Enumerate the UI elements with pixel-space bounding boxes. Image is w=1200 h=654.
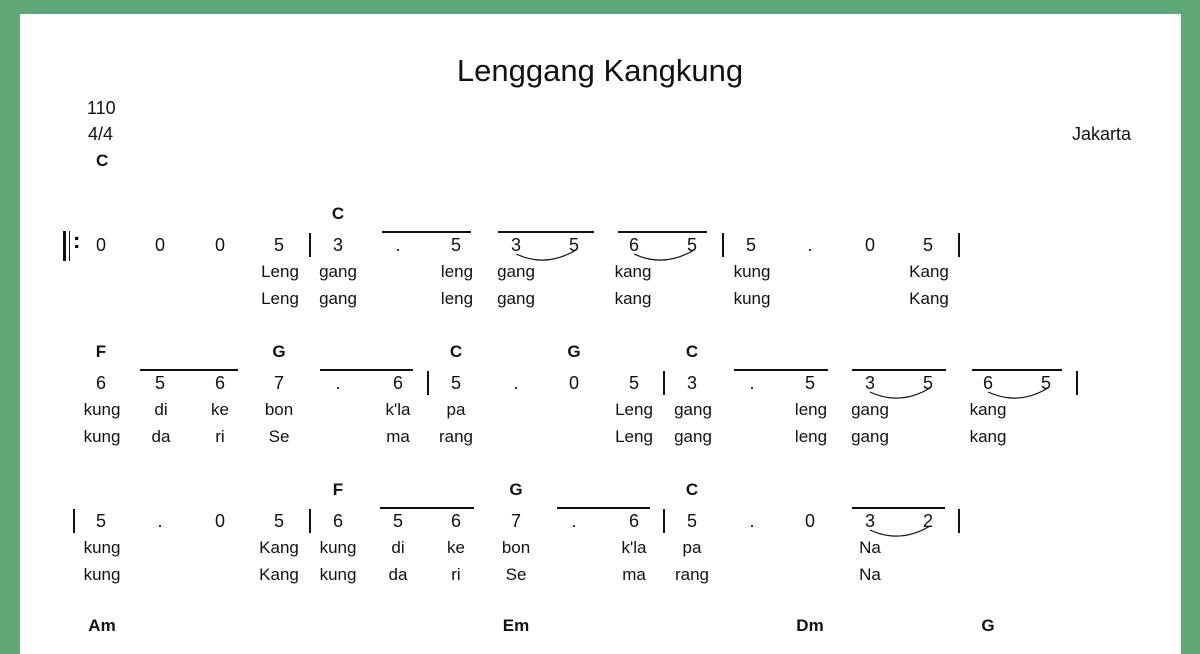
repeat-start-thin-bar	[69, 231, 70, 261]
lyric-syllable: rang	[438, 427, 474, 446]
lyric-syllable: kung	[733, 289, 771, 308]
note-number: 3	[864, 511, 876, 531]
time-signature: 4/4	[88, 124, 114, 144]
slur-arc	[870, 526, 930, 536]
lyric-syllable: gang	[674, 427, 712, 446]
slur-arc	[634, 250, 694, 260]
note-number: .	[571, 511, 577, 531]
note-number: .	[157, 511, 163, 531]
note-number: 5	[154, 373, 166, 393]
lyric-syllable: Leng	[615, 400, 653, 419]
note-number: 6	[628, 511, 640, 531]
lyric-syllable: Leng	[261, 289, 299, 308]
lyric-syllable: ke	[447, 538, 465, 557]
note-number: 6	[628, 235, 640, 255]
note-number: 5	[922, 373, 934, 393]
lyric-syllable: ma	[622, 565, 646, 584]
key-signature: C	[96, 151, 109, 170]
lyric-syllable: gang	[674, 400, 712, 419]
note-number: 5	[628, 373, 640, 393]
note-number: 6	[450, 511, 462, 531]
lyric-syllable: leng	[794, 400, 828, 419]
lyric-syllable: kung	[733, 262, 771, 281]
lyric-syllable: kang	[614, 262, 652, 281]
lyric-syllable: k'la	[621, 538, 647, 557]
note-number: 6	[214, 373, 226, 393]
note-number: 6	[332, 511, 344, 531]
slur-arc	[516, 250, 576, 260]
slur-arc	[870, 388, 930, 398]
lyric-syllable: Kang	[909, 289, 949, 308]
lyric-syllable: Leng	[261, 262, 299, 281]
lyric-syllable: di	[154, 400, 168, 419]
lyric-syllable: gang	[851, 427, 889, 446]
note-number: 5	[450, 373, 462, 393]
lyric-syllable: ri	[215, 427, 225, 446]
note-number: 2	[922, 511, 934, 531]
chord-symbol: Em	[502, 616, 530, 635]
note-number: 5	[922, 235, 934, 255]
repeat-dots: :	[73, 228, 81, 253]
note-number: 6	[392, 373, 404, 393]
lyric-syllable: pa	[682, 538, 702, 557]
lyric-syllable: da	[151, 427, 171, 446]
chord-symbol: G	[567, 342, 581, 361]
note-number: 0	[864, 235, 876, 255]
note-number: 5	[568, 235, 580, 255]
lyric-syllable: rang	[674, 565, 710, 584]
lyric-syllable: kung	[83, 538, 121, 557]
lyric-syllable: Se	[268, 427, 290, 446]
note-number: 0	[568, 373, 580, 393]
note-number: 5	[392, 511, 404, 531]
lyric-syllable: ke	[211, 400, 229, 419]
note-number: 0	[804, 511, 816, 531]
chord-symbol: C	[331, 204, 345, 223]
lyric-syllable: Leng	[615, 427, 653, 446]
note-number: .	[749, 511, 755, 531]
note-number: 5	[804, 373, 816, 393]
note-number: .	[513, 373, 519, 393]
note-number: 0	[154, 235, 166, 255]
lyric-syllable: kung	[319, 565, 357, 584]
note-number: 0	[214, 235, 226, 255]
note-number: 3	[332, 235, 344, 255]
lyric-syllable: Kang	[909, 262, 949, 281]
note-number: 7	[510, 511, 522, 531]
lyric-syllable: leng	[440, 262, 474, 281]
note-number: .	[335, 373, 341, 393]
region-label: Jakarta	[1072, 124, 1132, 144]
note-number: 0	[214, 511, 226, 531]
note-number: 5	[686, 511, 698, 531]
lyric-syllable: gang	[851, 400, 889, 419]
note-number: 6	[982, 373, 994, 393]
lyric-syllable: gang	[319, 289, 357, 308]
lyric-syllable: kang	[969, 400, 1007, 419]
note-number: 5	[686, 235, 698, 255]
chord-symbol: C	[685, 342, 699, 361]
lyric-syllable: kung	[83, 427, 121, 446]
lyric-syllable: k'la	[385, 400, 411, 419]
chord-symbol: G	[272, 342, 286, 361]
lyric-syllable: Na	[859, 538, 881, 557]
note-number: 3	[510, 235, 522, 255]
lyric-syllable: leng	[794, 427, 828, 446]
chord-symbol: G	[509, 480, 523, 499]
chord-symbol: G	[981, 616, 995, 635]
note-number: 0	[95, 235, 107, 255]
chord-symbol: F	[95, 342, 107, 361]
lyric-syllable: kung	[83, 565, 121, 584]
song-title: Lenggang Kangkung	[456, 53, 744, 88]
lyric-syllable: bon	[501, 538, 531, 557]
lyric-syllable: da	[388, 565, 408, 584]
chord-symbol: C	[449, 342, 463, 361]
note-number: 6	[95, 373, 107, 393]
lyric-syllable: Kang	[259, 538, 299, 557]
tempo: 110	[87, 98, 116, 118]
lyric-syllable: di	[391, 538, 405, 557]
chord-symbol: F	[332, 480, 344, 499]
note-number: 7	[273, 373, 285, 393]
note-number: 5	[273, 511, 285, 531]
repeat-start-thick-bar	[63, 231, 66, 261]
lyric-syllable: ri	[451, 565, 461, 584]
note-number: .	[395, 235, 401, 255]
note-number: 5	[745, 235, 757, 255]
chord-symbol: C	[685, 480, 699, 499]
slur-arc	[988, 388, 1048, 398]
lyric-syllable: Na	[859, 565, 881, 584]
note-number: 3	[686, 373, 698, 393]
lyric-syllable: kung	[319, 538, 357, 557]
lyric-syllable: pa	[446, 400, 466, 419]
note-number: .	[749, 373, 755, 393]
lyric-syllable: gang	[319, 262, 357, 281]
note-number: 5	[95, 511, 107, 531]
note-number: 5	[1040, 373, 1052, 393]
note-number: 5	[273, 235, 285, 255]
lyric-syllable: kang	[969, 427, 1007, 446]
lyric-syllable: ma	[386, 427, 410, 446]
lyric-syllable: gang	[497, 289, 535, 308]
lyric-syllable: kung	[83, 400, 121, 419]
chord-symbol: Dm	[796, 616, 824, 635]
note-number: 5	[450, 235, 462, 255]
note-number: 3	[864, 373, 876, 393]
lyric-syllable: leng	[440, 289, 474, 308]
lyric-syllable: bon	[264, 400, 294, 419]
note-number: .	[807, 235, 813, 255]
chord-symbol: Am	[88, 616, 116, 635]
lyric-syllable: Se	[505, 565, 527, 584]
lyric-syllable: Kang	[259, 565, 299, 584]
lyric-syllable: gang	[497, 262, 535, 281]
lyric-syllable: kang	[614, 289, 652, 308]
